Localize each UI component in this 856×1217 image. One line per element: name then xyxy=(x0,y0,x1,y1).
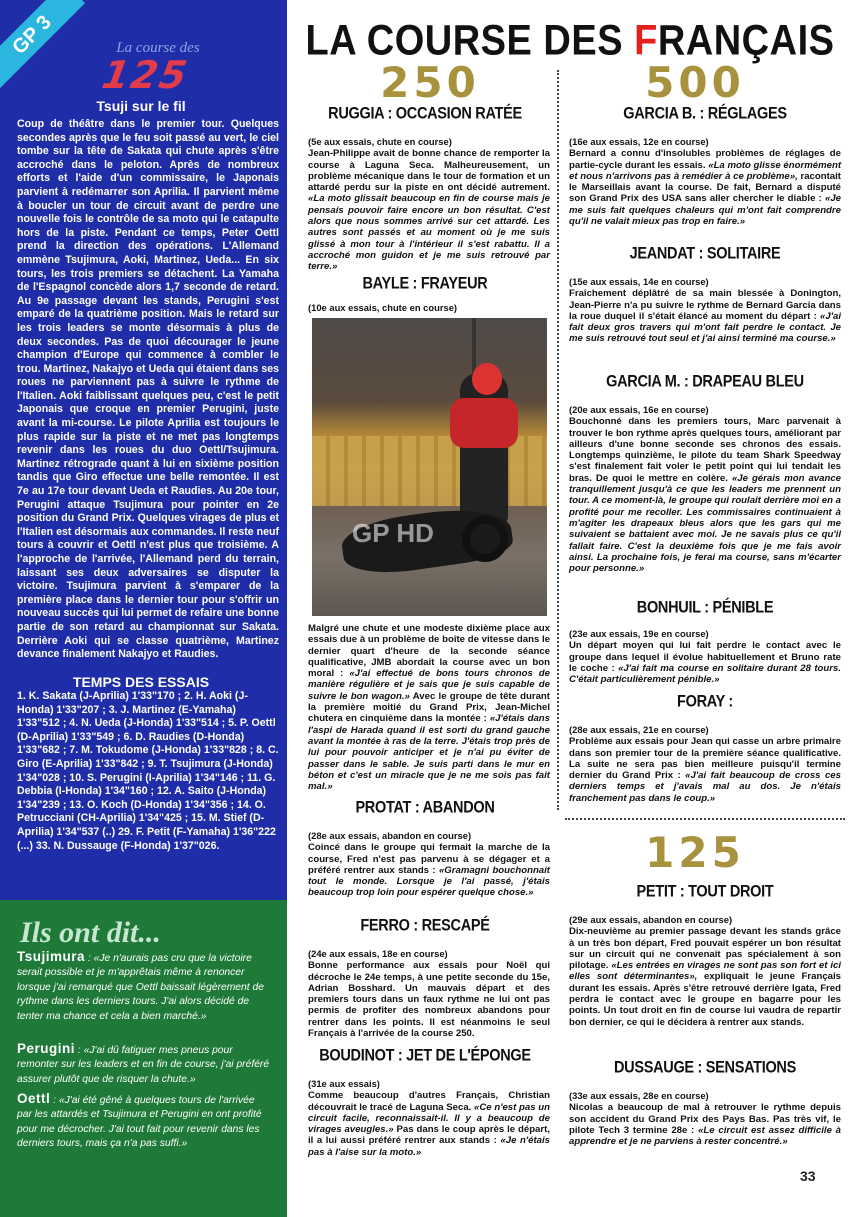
qualifying-times: 1. K. Sakata (J-Aprilia) 1'33"170 ; 2. H. Aoki (J-Honda) 1'33"207 ; 3. J. Martinez (E-Yamaha) 1'33"512 ; 4. N. Ueda (J-Honda) 1'33"514 ; 5. P. Oettl (D-Aprilia) 1'33"549 ; 6. D. Raudies (D-Honda) 1'33"682 ; 7. M. Tokudome (J-Honda) 1'33"828 ; 8. C. Giro (E-Aprilia) 1'33"842 ; 9. T. Tsujimura (J-Honda) 1'34"028 ; 10. S. Perugini (I-Aprilia) 1'34"146 ; 11. G. Debbia (I-Honda) 1'34"160 ; 12. A. Saito (J-Honda) 1'34"239 ; 13. O. Koch (D-Honda) 1'34"356 ; 14. O. Petrucciani (CH-Aprilia) 1'34"425 ; 15. M. Stief (D-Aprilia) 1'34"537 (..) 29. F. Petit (F-Yamaha) 1'36"222 (...) 33. N. Dussauge (F-Honda) 1'37"026. xyxy=(17,690,279,852)
section-body-garcia-b: (16e aux essais, 12e en course) Bernard a connu d'insolubles problèmes de réglages de partie-cycle durant les essais. «La moto glisse énormément et nous n'arrivons pas à remédier à ce problème», racontait le Marseillais avant la course. De fait, Bernard a disputé son Grand Prix des USA sans aller chercher le diable : «Je me suis fait quelques chaleurs qui m'ont fait comprendre qu'il ne valait mieux pas trop en faire.» xyxy=(569,136,842,228)
section-body-bonhuil: (23e aux essais, 19e en course) Un départ moyen qui lui fait perdre le contact avec le groupe dans lequel il évolue habituellement et Bruno rate le coche : «J'ai fait ma course en solitaire durant 28 tours. C'était particulièrement pénible.» xyxy=(569,628,841,686)
section-body-ruggia: (5e aux essais, chute en course) Jean-Philippe avait de bonne chance de remporter la course à Laguna Seca. Malheureusement, un problème mécanique dans le tour de formation et un attardé perdu sur la piste en ont décidé autrement. «La moto glissait beaucoup en fin de course mais je pensais pouvoir faire encore un bon résultat. C'est alors que nous sommes arrivé sur cet attardé. Les autres sont passés et au moment où je me suis glissé à mon tour à l'intérieur il s'est rabattu. Il a accroché mon guidon et je me suis retrouvé par terre.» xyxy=(308,136,550,273)
cup-title: La course des xyxy=(116,40,200,56)
section-title-ruggia: RUGGIA : OCCASION RATÉE xyxy=(328,104,522,124)
cup-number-125: 125 xyxy=(98,53,193,97)
section-title-bayle: BAYLE : FRAYEUR xyxy=(362,274,488,294)
quote-oettl xyxy=(17,1092,272,1152)
quote-author: Oettl xyxy=(17,1091,51,1106)
section-body-ferro: (24e aux essais, 18e en course) Bonne performance aux essais pour Noël qui décroche le 24e temps, à une petite seconde du 15e, Adrian Bosshard. Un mauvais départ et des premiers tours dans un faux rythme ne lui ont pas permis de profiter des nombreux abandons pour rentrer dans les points. Il est néanmoins le seul Français à l'arrivée de la course 250. xyxy=(308,948,550,1040)
section-body-boudinot: (31e aux essais) Comme beaucoup d'autres Français, Christian découvrait le tracé de Laguna Seca. «Ce n'est pas un circuit facile, reconnaissait-il. Il y a beaucoup de virages aveugles.» Pas dans le coup après le départ, il a lui aussi préféré rentrer aux stands : «Je n'étais pas à l'aise sur la moto.» xyxy=(308,1078,550,1158)
section-title-dussauge: DUSSAUGE : SENSATIONS xyxy=(614,1058,796,1078)
quote-text: : «J'ai dû fatiguer mes pneus pour remonter sur les leaders et en fin de course, j'ai préféré assurer plutôt que de risquer la chute.» xyxy=(17,1045,270,1085)
page-number: 33 xyxy=(800,1168,816,1184)
crash-photo xyxy=(312,318,547,616)
section-title-foray: FORAY : xyxy=(677,692,733,712)
section-body-bayle: Malgré une chute et une modeste dixième place aux essais due à un problème de boîte de vitesse dans le dernier quart d'heure de la seconde séance qualificative, JMB abordait la course avec un bon moral : «J'ai effectué de bons tours chronos de manière régulière et je sais que je suis capable de suivre le bon wagon.» Avec le groupe de tête durant la première moitié du Grand Prix, Jean-Michel chutera en cinquième dans la montée : «J'étais dans l'aspi de Harada quand il est sorti du grand gauche avant la montée à ras de la terre. J'étais trop près de lui pour pouvoir anticiper et je n'ai pu éviter de passer dans le sable. Je suis parti dans le mur en béton et c'est un miracle que je ne me sois pas fait mal.» xyxy=(308,623,550,793)
section-divider xyxy=(565,818,845,820)
section-body-protat: (28e aux essais, abandon en course) Coincé dans le groupe qui fermait la marche de la course, Fred n'est pas parvenu à se dégager et a préféré rentrer aux stands : «Gramagni bouchonnait tout le monde. Lorsque je l'ai passé, j'étais beaucoup trop loin pour espérer quelque chose.» xyxy=(308,830,550,899)
section-title-garcia-b: GARCIA B. : RÉGLAGES xyxy=(623,104,787,124)
quote-perugini xyxy=(17,1042,272,1087)
section-title-boudinot: BOUDINOT : JET DE L'ÉPONGE xyxy=(319,1046,531,1066)
section-body-garcia-m: (20e aux essais, 16e en course) Bouchonné dans les premiers tours, Marc parvenait à trouver le bon rythme après quelques tours, améliorant par ailleurs d'une bonne seconde ses chronos des essais. Longtemps quinzième, le pilote du team Shark Speedway s'est finalement fait voler le petit point qui lui tendait les bras. De quoi le mettre en colère. «Je gérais mon avance tranquillement jusqu'à ce que les leaders me prennent un tour. A ce moment-là, le groupe qui roulait derrière moi en a profité pour me recoller. Les commissaires continuaient à m'agiter les drapeaux bleus alors que les gars qui me suivaient se battaient avec moi. Je ne savais plus ce qu'il fallait faire. C'est la deuxième fois que je me fais avoir ainsi. La prochaine fois, je ferai ma course, sans m'écarter pour personne.» xyxy=(569,404,842,575)
quote-author: Perugini xyxy=(17,1041,76,1056)
section-title-ferro: FERRO : RESCAPÉ xyxy=(360,916,490,936)
quote-text: : «J'ai été gêné à quelques tours de l'arrivée par les attardés et Tsujimura et Perugini en ont profité pour me décrocher. J'ai tout fait pour revenir dans les derniers tours, mais ça n'a pas suffi.» xyxy=(17,1095,262,1150)
section-body-petit: (29e aux essais, abandon en course) Dix-neuvième au premier passage devant les stands grâce à un très bon départ, Fred pouvait espérer un bon résultat sur un circuit qui ne convenait pas spécialement à son pilotage. «Les entrées en virages ne sont pas son fort et ici elles sont déterminantes», expliquait le jeune Français durant les essais. Après s'être retrouvé derrière Igata, Fred perdra le contact avec le groupe en bagarre pour les points. Un tout droit en fin de course lui vaudra de repartir bon dernier, ce qui le décidera à rentrer aux stands. xyxy=(569,914,841,1028)
class-250-heading: 250 xyxy=(380,58,480,107)
section-title-protat: PROTAT : ABANDON xyxy=(355,798,495,818)
section-body-jeandat: (15e aux essais, 14e en course) Fraîchement déplâtré de sa main blessée à Donington, Jean-Pierre n'a pu suivre le rythme de Bernard Garcia dans la roue duquel il s'était élancé au moment du départ : «J'ai fait deux gros travers qui m'ont fait perdre le contact. Je me suis retrouvé tout seul et j'ai ainsi terminé ma course.» xyxy=(569,276,841,345)
section-title-bonhuil: BONHUIL : PÉNIBLE xyxy=(636,598,774,618)
section-body-foray: (28e aux essais, 21e en course) Problème aux essais pour Jean qui casse un arbre primaire dans son premier tour de la première séance qualificative. La suite ne sera pas bien meilleure puisqu'il termine dernier du Grand Prix : «J'ai fait beaucoup de cross ces derniers temps et j'avais mal au dos. Je n'étais franchement pas dans le coup.» xyxy=(569,724,841,804)
page-title: LA COURSE DES FRANÇAIS xyxy=(305,17,835,65)
left-column xyxy=(0,0,287,1217)
gp3-badge: GP 3 xyxy=(0,0,85,88)
section-title-garcia-m: GARCIA M. : DRAPEAU BLEU xyxy=(606,372,804,392)
section-body-dussauge: (33e aux essais, 28e en course) Nicolas a beaucoup de mal à retrouver le rythme depuis son accident du Grand Prix des Pays Bas. Pas très vif, le pilote Tech 3 termine 28e : «Le circuit est assez difficile à apprendre et je ne parviens à rester concentré.» xyxy=(569,1090,842,1148)
section-title-jeandat: JEANDAT : SOLITAIRE xyxy=(629,244,781,264)
headline: Tsuji sur le fil xyxy=(96,98,186,114)
watermark: GP HD xyxy=(352,518,434,548)
class-125-heading: 125 xyxy=(645,828,745,877)
times-title: TEMPS DES ESSAIS xyxy=(72,674,210,690)
quote-tsujimura xyxy=(17,950,272,1024)
ils-ont-dit-title: Ils ont dit... xyxy=(20,916,161,949)
quote-text: : «Je n'aurais pas cru que la victoire serait possible et je m'apprêtais même à renoncer lorsque j'ai remarqué que Oettl baissait légèrement de rythme dans les derniers tours. J'ai alors décidé de tenter ma chance et cela a bien marché.» xyxy=(17,953,264,1022)
section-pos-bayle: (10e aux essais, chute en course) xyxy=(308,302,458,313)
class-500-heading: 500 xyxy=(645,58,745,107)
race-story: Coup de théâtre dans le premier tour. Quelques secondes après que le feu soit passé au vert, le ciel tombe sur la tête de Sakata qui chute après s'être accroché dans le peloton. Après de nombreux efforts et l'aide d'un commissaire, le Japonais parvient à redémarrer son Aprilia. Il parvient même à boucler un tour de circuit avant de perdre une nouvelle fois le contrôle de sa moto qui le catapulte hors de la piste. Pendant ce temps, Peter Oettl prend la direction des opérations. L'Allemand emmène Tsujimura, Aoki, Martinez, Ueda... En six tours, les trois premiers se détachent. La Yamaha de l'Espagnol concède alors 1,7 seconde de retard. Au 9e passage devant les stands, Perugini s'est emparé de la quatrième position. Mais le retard sur les trois leaders se monte désormais à plus de deux secondes. Pas de quoi décourager le jeune champion d'Europe qui commence à combler le trou. Martinez, Nakajyo et Ueda qui étaient dans ses roues ne parviennent pas à suivre le rythme de l'Italien. Aoki faiblissant quelques peu, c'est le petit Japonais que croque en premier Perugini, juste avant la mi-course. Le pilote Aprilia est toujours le plus rapide sur la piste et ne met pas longtemps revenir dans les roues du duo Oettl/Tsujimura. Martinez rétrograde quant à lui en sixième position tandis que Giro effectue une belle remontée. Il est 7e au 17e tour devant Ueda et Raudies. Au 20e tour, Perugini attaque Tsujimura pour pointer en 2e position du Grand Prix. Quelques virages de plus et l'Italien est désormais aux commandes. Il reste neuf tours à couvrir et Oettl n'est plus que troisième. A l'approche de l'arrivée, l'Allemand perd du terrain, laissant ses deux adversaires se disputer la victoire. Tsujimura parvient à s'emparer de la première place dans le dernier tour pour s'offrir un nouveau succès qui lui permet de refaire une bonne partie de son retard au championnat sur Sakata. Derrière Aoki qui se classe quatrième, Martinez devance finalement Nakajyo et Raudies. xyxy=(17,118,279,661)
helmet xyxy=(472,363,502,395)
rider xyxy=(460,373,508,523)
quote-author: Tsujimura xyxy=(17,949,86,964)
column-divider xyxy=(557,70,559,810)
section-title-petit: PETIT : TOUT DROIT xyxy=(636,882,774,902)
